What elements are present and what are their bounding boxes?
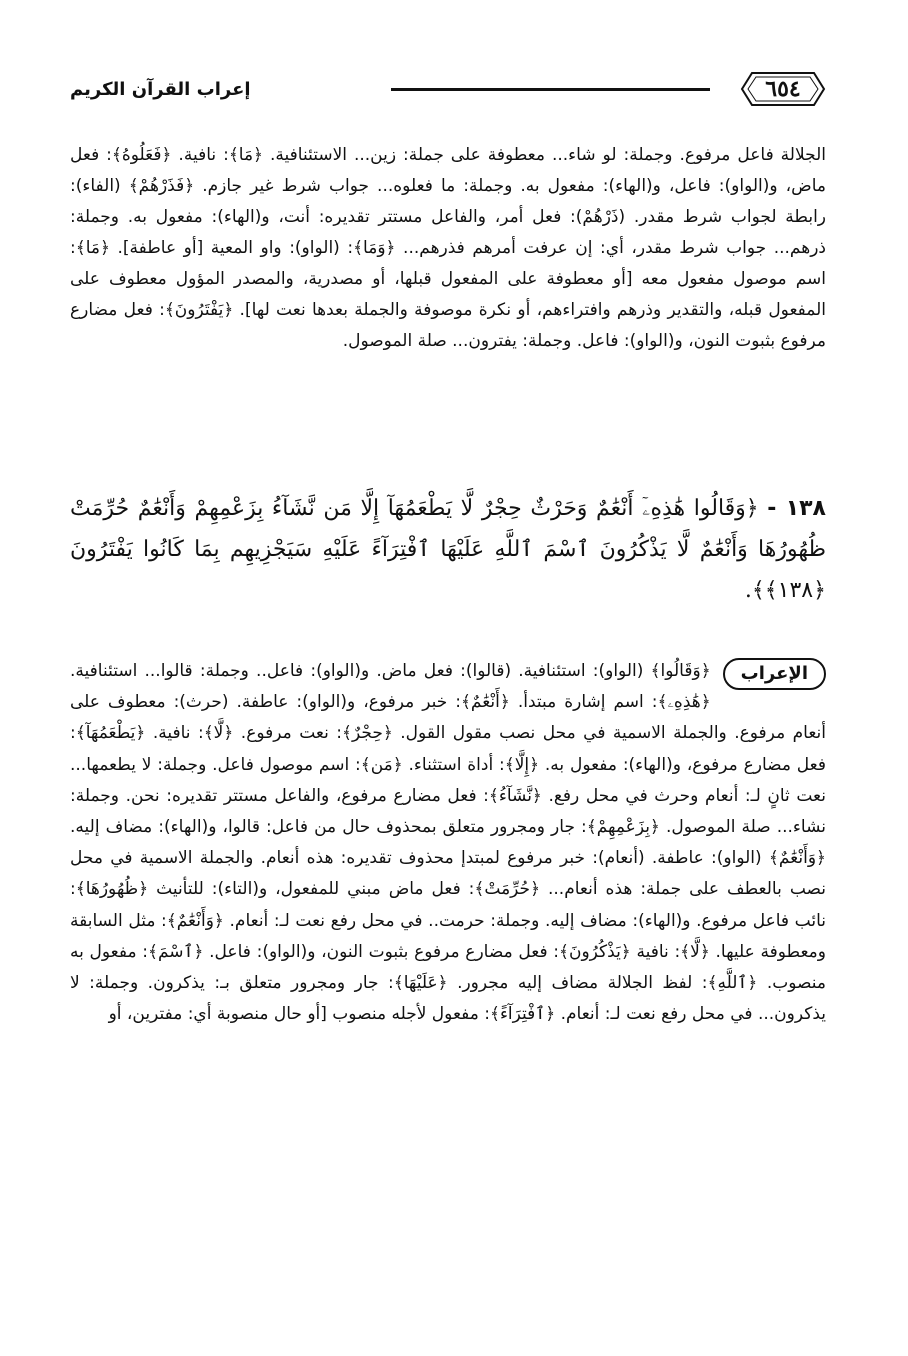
book-title: إعراب القرآن الكريم	[70, 78, 251, 100]
paragraph-1: الجلالة فاعل مرفوع. وجملة: لو شاء... معطوفة على جملة: زين... الاستئنافية. ﴿مَا﴾: نافية. ﴿فَعَلُوهُ﴾: فعل ماض، و(الواو): فاعل، و(الهاء): مفعول به. وجملة: ما فعلوه... جواب شرط غير جازم. ﴿فَذَرْهُمْ﴾ (الفاء): رابطة لجواب شرط مقدر. (ذَرْهُمْ): فعل أمر، والفاعل مستتر تقديره: أنت، و(الهاء): مفعول به. وجملة: ذرهم... جواب شرط مقدر، أي: إن عرفت أمرهم فذرهم... ﴿وَمَا﴾: (الواو): واو المعية [أو عاطفة]. ﴿مَا﴾: اسم موصول مفعول معه [أو معطوفة على المفعول قبلها، أو مصدرية، والمصدر المؤول معطوف على المفعول قبله، والتقدير وذرهم وافتراءهم، أو نكرة موصوفة والجملة بعدها نعت لها]. ﴿يَفْتَرُونَ﴾: فعل مضارع مرفوع بثبوت النون، و(الواو): فاعل. وجملة: يفترون... صلة الموصول.	[70, 145, 826, 351]
irab-text: ﴿وَقَالُوا﴾ (الواو): استئنافية. (قالوا): فعل ماض. و(الواو): فاعل.. وجملة: قالوا... استئنافية. ﴿هَٰذِهِۦ﴾: اسم إشارة مبتدأ. ﴿أَنْعَٰمٌ﴾: خبر مرفوع، و(الواو): عاطفة. (حرث): معطوف على أنعام مرفوع. والجملة الاسمية في محل نصب مقول القول. ﴿حِجْرٌ﴾: نعت مرفوع. ﴿لَّا﴾: نافية. ﴿يَطْعَمُهَآ﴾: فعل مضارع مرفوع، و(الهاء): مفعول به. ﴿إِلَّا﴾: أداة استثناء. ﴿مَن﴾: اسم موصول فاعل. وجملة: لا يطعمها... نعت ثانٍ لـ: أنعام وحرث في محل رفع. ﴿نَّشَآءُ﴾: فعل مضارع مرفوع، والفاعل مستتر تقديره: نحن. وجملة: نشاء... صلة الموصول. ﴿بِزَعْمِهِمْ﴾: جار ومجرور متعلق بمحذوف حال من فاعل: قالوا، و(الهاء): مضاف إليه. ﴿وَأَنْعَٰمٌ﴾ (الواو): عاطفة. (أنعام): خبر مرفوع لمبتدإ محذوف تقديره: هذه أنعام. والجملة الاسمية في محل نصب بالعطف على جملة: هذه أنعام... ﴿حُرِّمَتْ﴾: فعل ماض مبني للمفعول، و(التاء): للتأنيث ﴿ظُهُورُهَا﴾: نائب فاعل مرفوع. و(الهاء): مضاف إليه. وجملة: حرمت.. في محل رفع نعت لـ: أنعام. ﴿وَأَنْعَٰمٌ﴾: مثل السابقة ومعطوفة عليها. ﴿لَّا﴾: نافية ﴿يَذْكُرُونَ﴾: فعل مضارع مرفوع بثبوت النون، و(الواو): فاعل. ﴿ٱسْمَ﴾: مفعول به منصوب. ﴿ٱللَّهِ﴾: لفظ الجلالة مضاف إليه مجرور. ﴿عَلَيْهَا﴾: جار ومجرور متعلق بـ: يذكرون. وجملة: لا يذكرون... في محل رفع نعت لـ: أنعام. ﴿ٱفْتِرَآءً﴾: مفعول لأجله منصوب [أو حال منصوبة أي: مفترين، أو	[70, 661, 826, 1025]
quran-verse	[70, 488, 826, 611]
page-number-text: ٦٥٤	[765, 76, 801, 102]
verse-number: ١٣٨ -	[767, 496, 826, 521]
header-rule	[391, 88, 710, 91]
verse-text: ﴿وَقَالُوا هَٰذِهِۦٓ أَنْعَٰمٌ وَحَرْثٌ حِجْرٌ لَّا يَطْعَمُهَآ إِلَّا مَن نَّشَآءُ بِزَعْمِهِمْ وَأَنْعَٰمٌ حُرِّمَتْ ظُهُورُهَا وَأَنْعَٰمٌ لَّا يَذْكُرُونَ ٱسْمَ ٱللَّهِ عَلَيْهَا ٱفْتِرَآءً عَلَيْهِ سَيَجْزِيهِم بِمَا كَانُوا يَفْتَرُونَ ﴿١٣٨﴾﴾.	[70, 496, 826, 603]
irab-label: الإعراب	[723, 658, 826, 690]
page-number	[740, 71, 826, 107]
page-header	[70, 66, 826, 112]
irab-section	[70, 656, 826, 1030]
